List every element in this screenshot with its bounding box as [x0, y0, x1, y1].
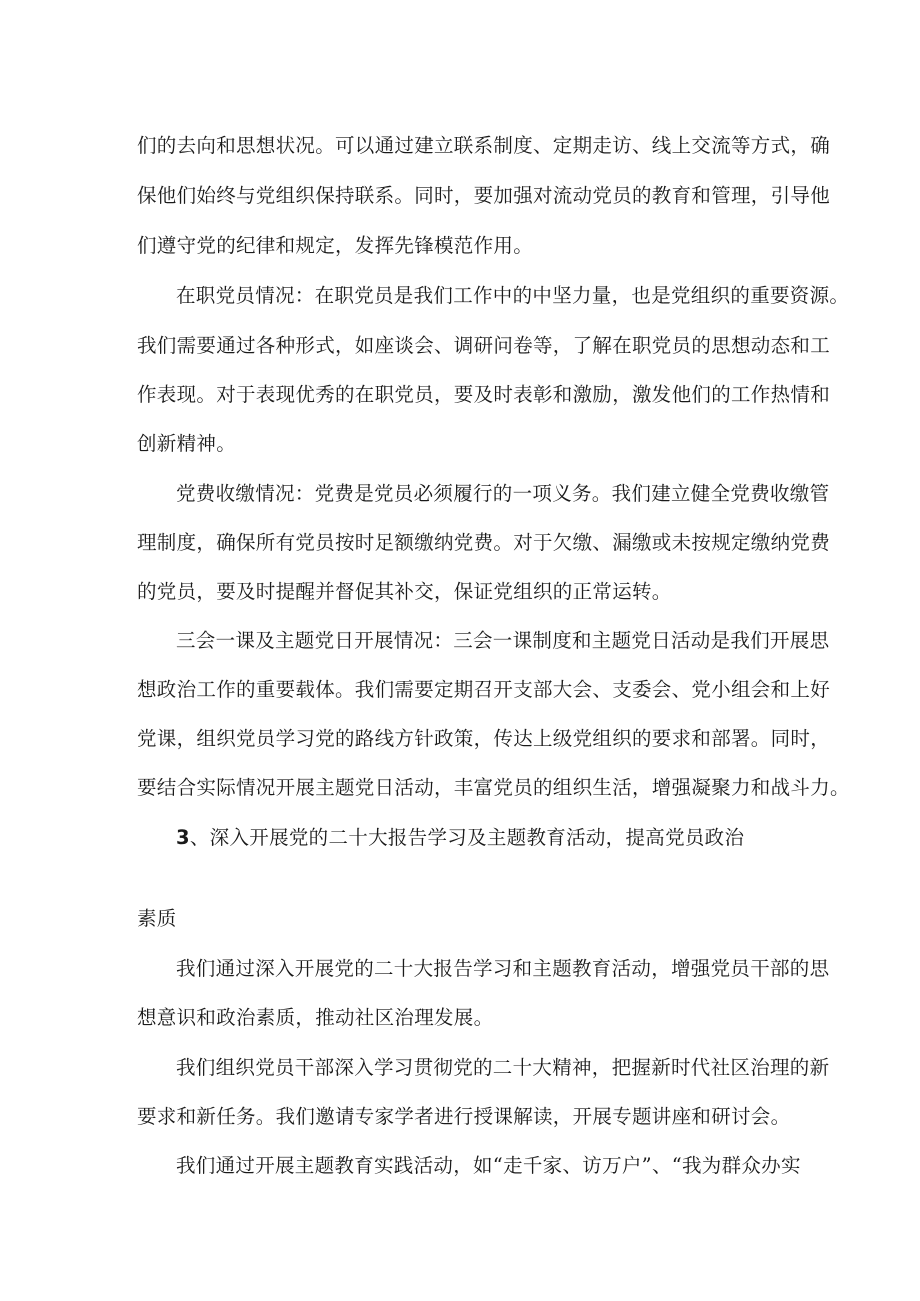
text-line: 在职党员情况：在职党员是我们工作中的中坚力量，也是党组织的重要资源。 [176, 284, 850, 307]
text-line: 我们组织党员干部深入学习贯彻党的二十大精神，把握新时代社区治理的新 [176, 1056, 830, 1079]
section-number: 3 [176, 826, 190, 849]
text-line: 我们通过深入开展党的二十大报告学习和主题教育活动，增强党员干部的思 [176, 957, 830, 980]
text-line: 保他们始终与党组织保持联系。同时，要加强对流动党员的教育和管理，引导他 [137, 184, 831, 207]
section-heading-continuation: 素质 [137, 907, 177, 930]
text-line: 理制度，确保所有党员按时足额缴纳党费。对于欠缴、漏缴或未按规定缴纳党费 [137, 531, 831, 554]
text-line: 想政治工作的重要载体。我们需要定期召开支部大会、支委会、党小组会和上好 [137, 678, 831, 701]
text-line: 党费收缴情况：党费是党员必须履行的一项义务。我们建立健全党费收缴管 [176, 482, 830, 505]
text-line: 党课，组织党员学习党的路线方针政策，传达上级党组织的要求和部署。同时， [137, 727, 831, 750]
text-line: 三会一课及主题党日开展情况：三会一课制度和主题党日活动是我们开展思 [176, 629, 830, 652]
text-line: 我们需要通过各种形式，如座谈会、调研问卷等，了解在职党员的思想动态和工 [137, 334, 831, 357]
text-line: 们的去向和思想状况。可以通过建立联系制度、定期走访、线上交流等方式，确 [137, 134, 831, 157]
section-heading [176, 825, 797, 851]
text-line: 的党员，要及时提醒并督促其补交，保证党组织的正常运转。 [137, 580, 672, 603]
text-line: 作表现。对于表现优秀的在职党员，要及时表彰和激励，激发他们的工作热情和 [137, 383, 831, 406]
text-line: 要求和新任务。我们邀请专家学者进行授课解读，开展专题讲座和研讨会。 [137, 1105, 791, 1128]
section-title: 、深入开展党的二十大报告学习及主题教育活动，提高党员政治 [189, 826, 745, 849]
text-line: 创新精神。 [137, 432, 237, 455]
text-line: 想意识和政治素质，推动社区治理发展。 [137, 1006, 494, 1029]
text-line: 要结合实际情况开展主题党日活动，丰富党员的组织生活，增强凝聚力和战斗力。 [137, 776, 850, 799]
text-line: 我们通过开展主题教育实践活动，如“走千家、访万户”、“我为群众办实 [176, 1154, 801, 1177]
text-line: 们遵守党的纪律和规定，发挥先锋模范作用。 [137, 234, 534, 257]
